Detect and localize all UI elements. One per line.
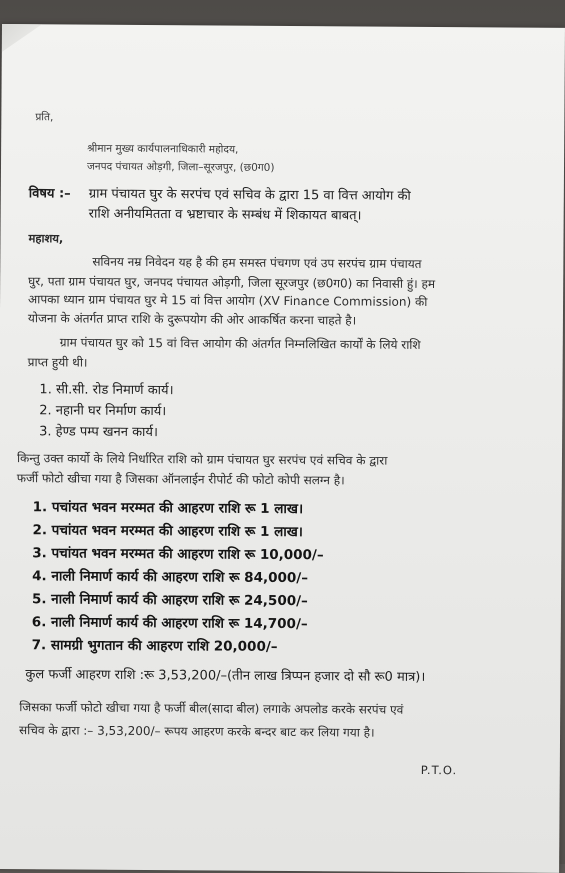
withdrawal-item: 2. पचांयत भवन मरम्मत की आहरण राशि रू 1 लाख। (32, 522, 304, 541)
subject-line-2: राशि अनीयमितता व भ्रष्टाचार के सम्बंध में शिकायत बाबत्। (88, 206, 362, 224)
para-1-line-3: आपका ध्यान ग्राम पंचायत घुर मे 15 वां वित्त आयोग (XV Finance Commission) की (28, 292, 428, 309)
para-2-line-2: प्राप्त हुयी थी। (27, 355, 88, 370)
para-1-line-2: घुर, पता ग्राम पंचायत घुर, जनपद पंचायत ओड़गी, जिला सूरजपुर (छ0ग0) का निवासी हुं। हम (28, 274, 436, 292)
withdrawal-item: 3. पचांयत भवन मरम्मत की आहरण राशि रू 10,000/– (32, 545, 324, 564)
para-4-line-2: सचिव के द्वारा :– 3,53,200/– रूपय आहरण करके बन्दर बाट कर लिया गया है। (19, 723, 375, 740)
addressee-line-2: जनपद पंचायत ओड़गी, जिला–सूरजपुर, (छ0ग0) (86, 160, 275, 174)
work-item: 1. सी.सी. रोड निमार्ण कार्य। (39, 382, 174, 399)
withdrawal-item: 7. सामग्री भुगतान की आहरण राशि 20,000/– (31, 637, 278, 655)
withdrawal-item: 5. नाली निमार्ण कार्य की आहरण राशि रू 24,500/– (31, 591, 308, 610)
pto-label: P.T.O. (420, 762, 458, 778)
para-4-line-1: जिसका फर्जी फोटो खीचा गया है फर्जी बील(सादा बील) लगाके अपलोड करके सरपंच एवं (19, 700, 404, 717)
subject-label: विषय :– (28, 186, 71, 202)
total-line: कुल फर्जी आहरण राशि :रू 3,53,200/–(तीन लाख त्रिप्पन हजार दो सौ रू0 मात्र)। (25, 667, 426, 685)
work-item: 2. नहानी घर निर्माण कार्य। (39, 403, 167, 420)
folded-corner (2, 24, 42, 52)
para-1-line-1: सविनय नम्र निवेदन यह है की हम समस्त पंचगण एवं उप सरपंच ग्राम पंचायत (92, 254, 422, 271)
para-1-line-4: योजना के अंतर्गत प्राप्त राशि के दुरूपयोग की ओर आकर्षित करना चाहते है। (27, 311, 357, 328)
withdrawal-item: 1. पचांयत भवन मरम्मत की आहरण राशि रू 1 लाख। (32, 499, 304, 518)
subject-line-1: ग्राम पंचायत घुर के सरपंच एवं सचिव के द्वारा 15 वा वित्त आयोग की (88, 186, 411, 204)
withdrawal-item: 6. नाली निमार्ण कार्य की आहरण राशि रू 14,700/– (31, 614, 308, 633)
salutation-to: प्रति, (35, 111, 54, 124)
addressee-line-1: श्रीमान मुख्य कार्यपालनाधिकारी महोदय, (87, 142, 239, 156)
letter-page (0, 24, 565, 873)
greeting: महाशय, (28, 231, 64, 246)
work-item: 3. हेण्ड पम्प खनन कार्य। (39, 424, 158, 441)
withdrawal-item: 4. नाली निमार्ण कार्य की आहरण राशि रू 84,000/– (32, 568, 309, 587)
para-2-line-1: ग्राम पंचायत घुर को 15 वां वित्त आयोग की अंतर्गत निम्नलिखित कार्यों के लिये राशि (59, 335, 421, 352)
para-3-line-2: फर्जी फोटो खीचा गया है जिसका ऑनलाईन रीपोर्ट की फोटो कोपी सलग्न है। (16, 471, 345, 488)
para-3-line-1: किन्तु उक्त कार्यो के लिये निर्धारित राशि को ग्राम पंचायत घुर सरपंच एवं सचिव के द्वारा (16, 451, 388, 468)
